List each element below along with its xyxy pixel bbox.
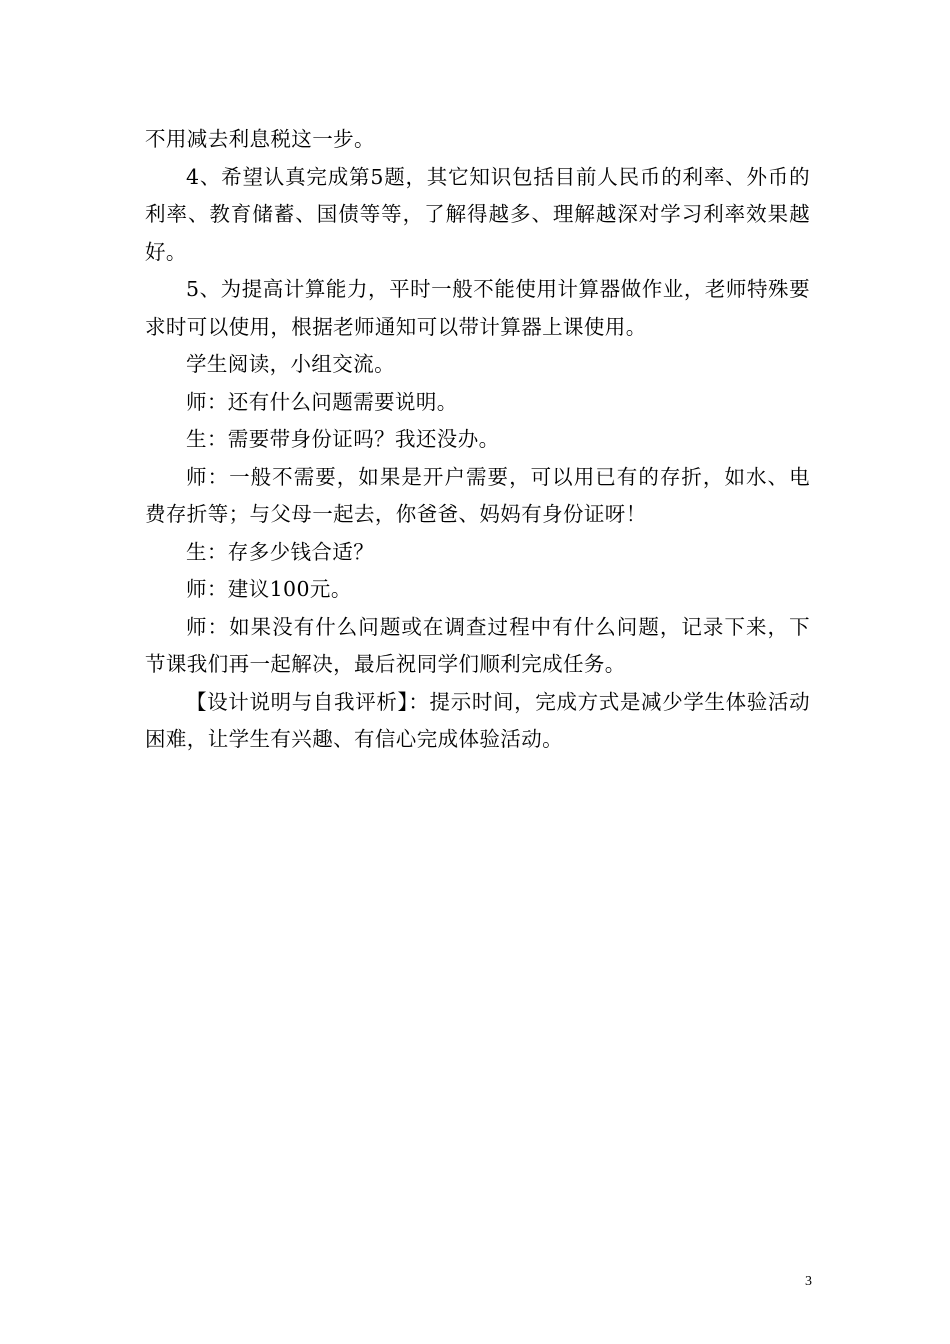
dialogue-student-1: 生：需要带身份证吗？我还没办。	[186, 427, 500, 451]
dialogue-student-2: 生：存多少钱合适？	[186, 539, 375, 564]
paragraph-continuation: 不用减去利息税这一步。	[145, 127, 375, 151]
dialogue-teacher-1: 师：还有什么问题需要说明。	[186, 389, 458, 414]
paragraph-item-4: 4、希望认真完成第5题，其它知识包括目前人民币的利率、外币的利率、教育储蓄、国债等等，了解得越多、理解越深对学习利率效果越好。	[145, 164, 810, 264]
dialogue-teacher-3: 师：建议100元。	[186, 577, 352, 601]
dialogue-teacher-4: 师：如果没有什么问题或在调查过程中有什么问题，记录下来，下节课我们再一起解决，最后祝同学们顺利完成任务。	[145, 614, 810, 676]
paragraph-student-reading: 学生阅读，小组交流。	[186, 352, 395, 376]
design-note-paragraph: 【设计说明与自我评析】：提示时间，完成方式是减少学生体验活动困难，让学生有兴趣、有信心完成体验活动。	[145, 689, 810, 751]
dialogue-teacher-2: 师：一般不需要，如果是开户需要，可以用已有的存折，如水、电费存折等；与父母一起去，你爸爸、妈妈有身份证呀！	[145, 464, 810, 526]
document-body	[145, 121, 810, 759]
paragraph-item-5: 5、为提高计算能力，平时一般不能使用计算器做作业，老师特殊要求时可以使用，根据老师通知可以带计算器上课使用。	[145, 277, 810, 339]
page-number: 3	[805, 1274, 812, 1289]
